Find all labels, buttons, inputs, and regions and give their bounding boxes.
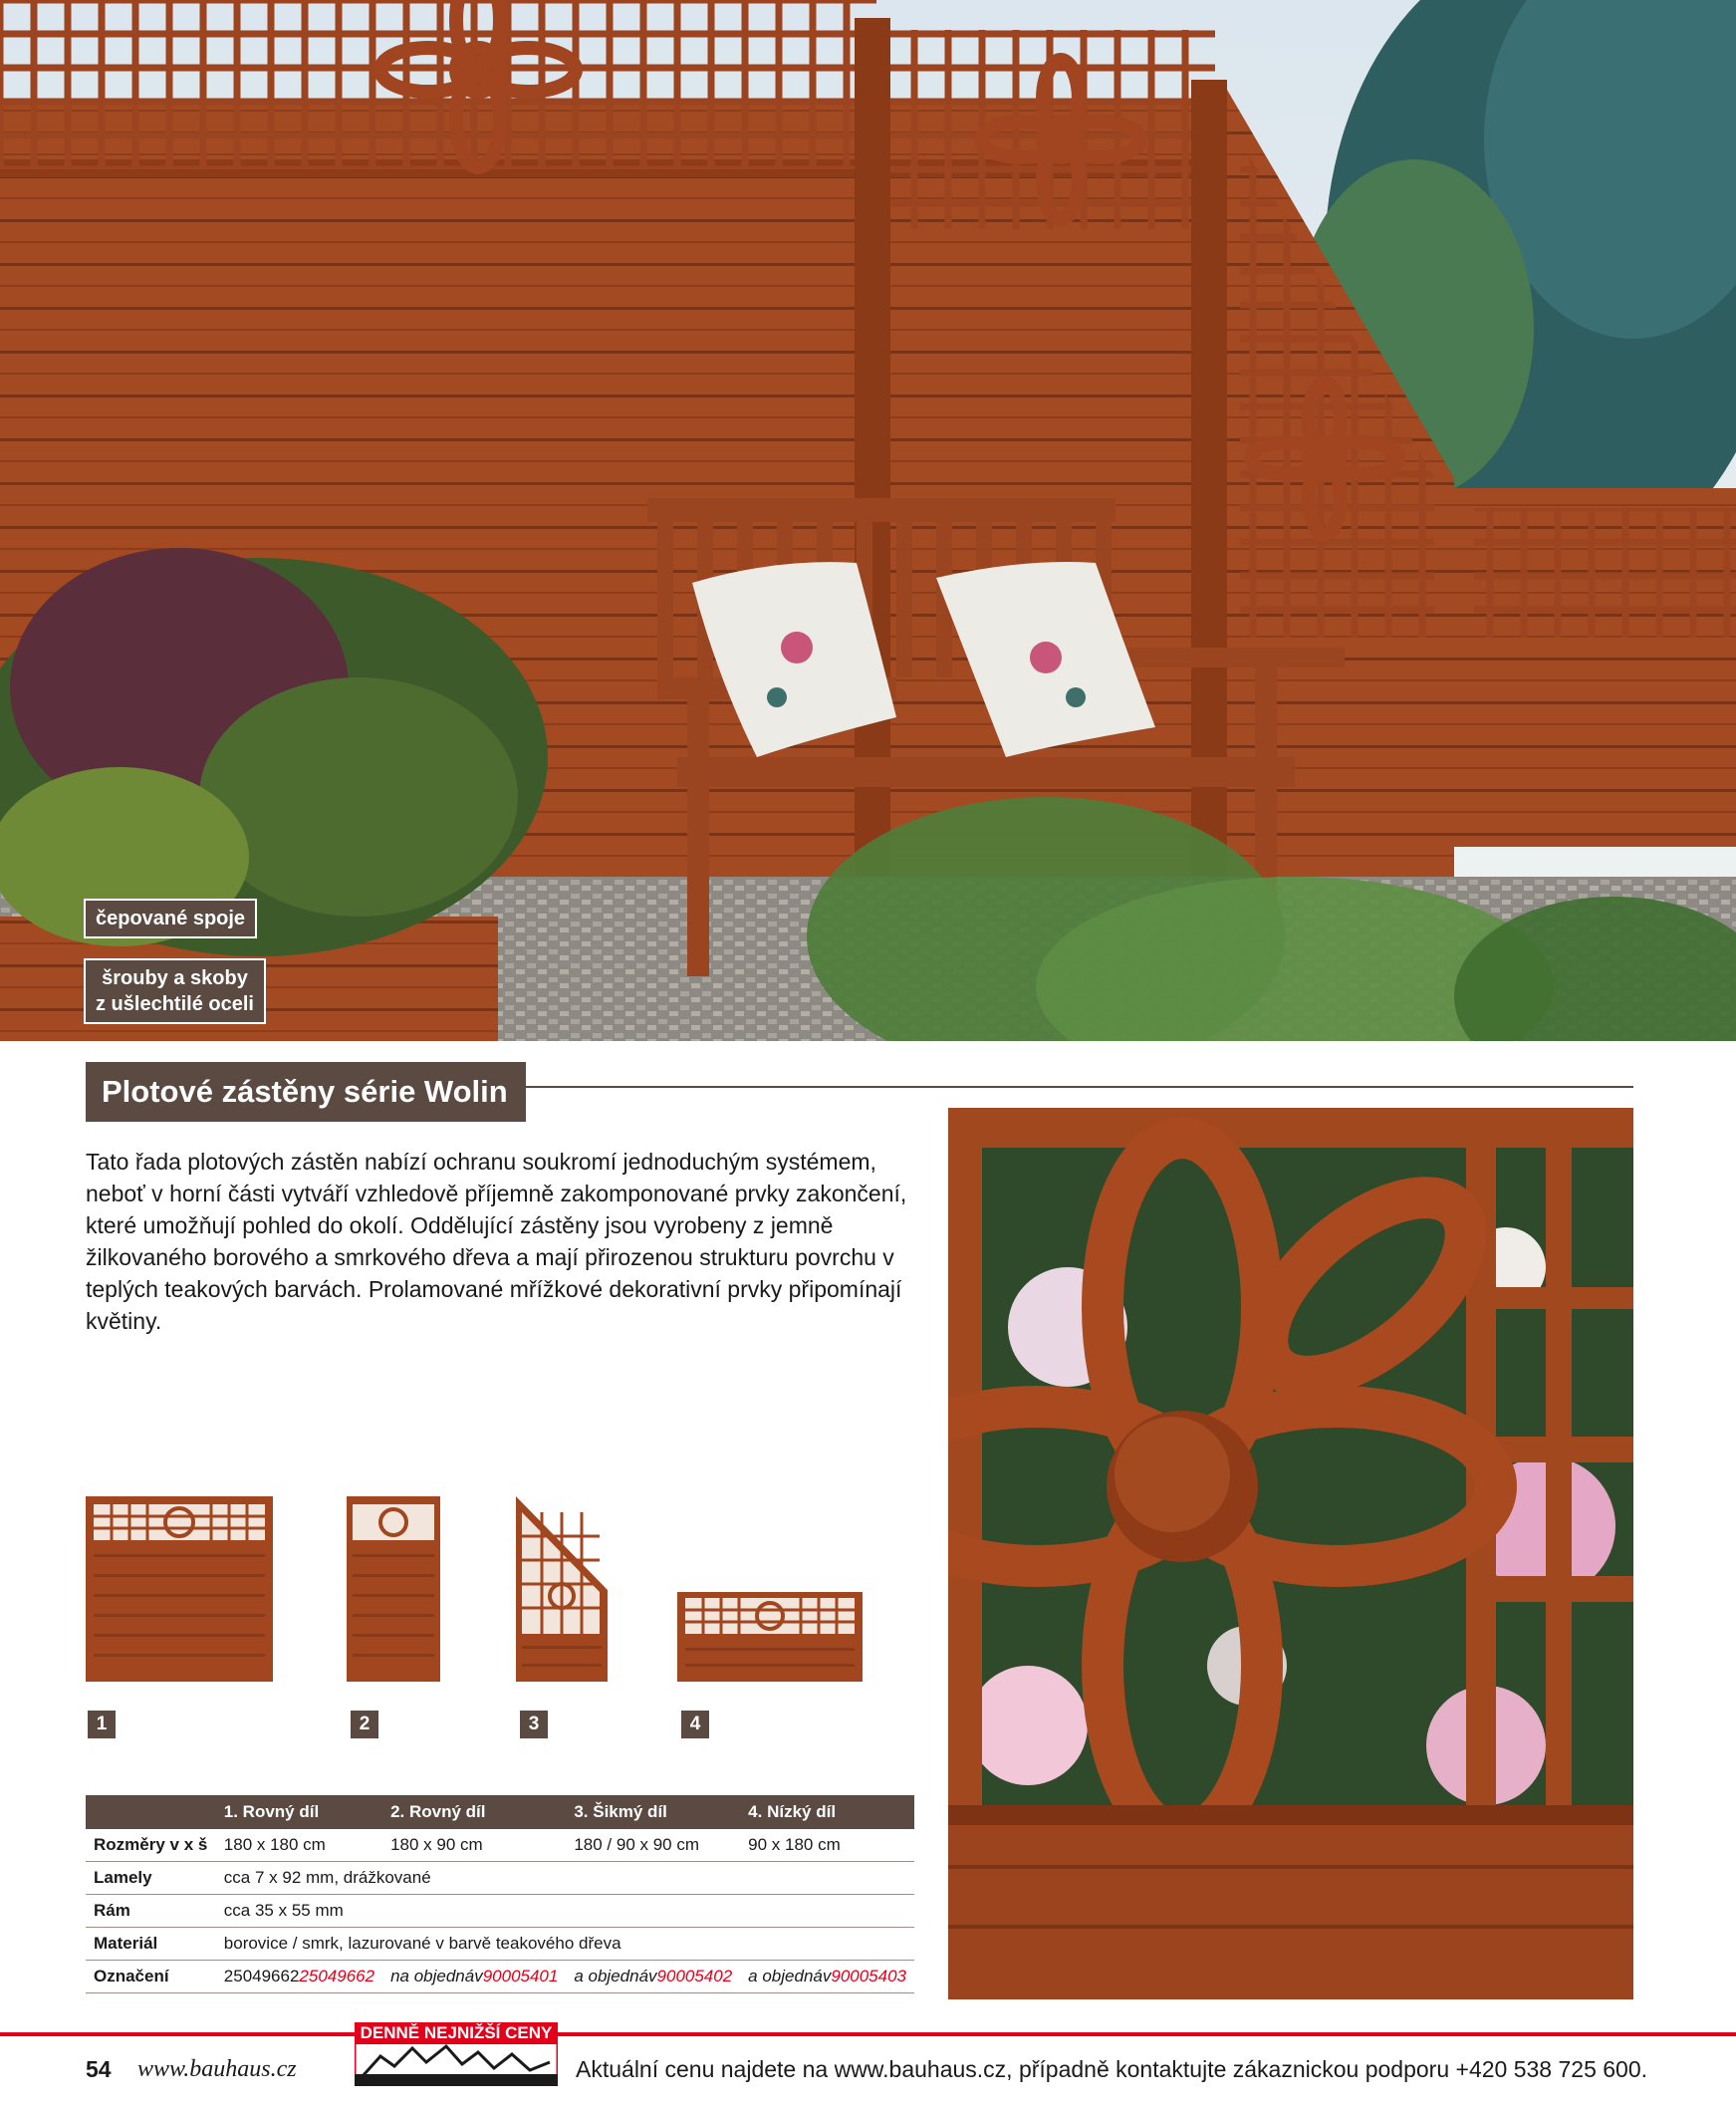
specs-header-empty [86,1795,216,1829]
cell-dimensions-1: 180 x 180 cm [216,1829,382,1862]
specs-table [86,1795,914,1993]
product-thumb-straight-180x180 [86,1496,273,1682]
cell-code-1 [216,1961,382,1993]
rosette-detail-illustration [948,1108,1633,1999]
cell-dimensions-2: 180 x 90 cm [382,1829,566,1862]
cell-code-3 [566,1961,740,1993]
footer-website-link[interactable]: www.bauhaus.cz [137,2056,297,2082]
footer-price-note: Aktuální cenu najdete na www.bauhaus.cz, případně kontaktujte zákaznickou podporu +420 538 725 600. [576,2056,1648,2082]
product-number-3: 3 [520,1711,548,1738]
specs-header-col4: 4. Nízký díl [740,1795,914,1829]
table-row [86,1928,914,1961]
specs-header-col2: 2. Rovný díl [382,1795,566,1829]
feature-tag-tenon-joints: čepované spoje [84,899,257,938]
row-label-dimensions: Rozměry v x š [86,1829,216,1862]
cell-material: borovice / smrk, lazurované v barvě teakového dřeva [216,1928,914,1961]
specs-header-col1: 1. Rovný díl [216,1795,382,1829]
specs-header-row [86,1795,914,1829]
hero-photo [0,0,1736,1041]
cell-frame: cca 35 x 55 mm [216,1895,914,1928]
row-label-codes: Označení [86,1961,216,1993]
product-thumb-low-90x180 [677,1592,863,1682]
code-4-red: 90005403 [831,1967,906,1985]
row-label-slats: Lamely [86,1862,216,1895]
product-thumb-slanted-180-90x90 [516,1496,608,1682]
lowest-price-badge-label: DENNĚ NEJNIŽŠÍ CENY [355,2022,558,2044]
cell-code-2 [382,1961,566,1993]
specs-header-col3: 3. Šikmý díl [566,1795,740,1829]
product-number-2: 2 [351,1711,378,1738]
code-4-note: a objednáv [748,1967,832,1985]
cell-slats: cca 7 x 92 mm, drážkované [216,1862,914,1895]
product-number-4: 4 [681,1711,709,1738]
row-label-frame: Rám [86,1895,216,1928]
section-title: Plotové zástěny série Wolin [86,1062,526,1122]
intro-paragraph: Tato řada plotových zástěn nabízí ochranu soukromí jednoduchým systémem, neboť v horní části vytváří vzhledově příjemně zakomponované prvky zakončení, které umožňují pohled do okolí. Oddělující zástěny jsou vyrobeny z jemně žilkovaného borového a smrkového dřeva a mají přirozenou strukturu povrchu v teplých teakových barvách. Prolamované mřížkové dekorativní prvky připomínají květiny. [86,1149,907,1334]
table-row [86,1862,914,1895]
row-label-material: Materiál [86,1928,216,1961]
table-row [86,1829,914,1862]
feature-tag-stainless-screws: šrouby a skoby z ušlechtilé oceli [84,958,266,1024]
code-3-red: 90005402 [656,1967,733,1985]
page-number: 54 [86,2056,112,2082]
code-2-note: na objednáv [390,1967,483,1985]
code-2-red: 90005401 [482,1967,559,1985]
cell-dimensions-4: 90 x 180 cm [740,1829,914,1862]
code-1-black: 25049662 [223,1967,300,1985]
footer-red-line [0,2032,1736,2036]
code-3-note: a objednáv [574,1967,657,1985]
table-row [86,1895,914,1928]
product-thumb-straight-180x90 [347,1496,440,1682]
hero-fence-illustration [0,0,1736,1041]
product-number-1: 1 [88,1711,116,1738]
table-row [86,1961,914,1993]
cell-code-4 [740,1961,914,1993]
cell-dimensions-3: 180 / 90 x 90 cm [566,1829,740,1862]
title-divider [520,1086,1633,1088]
detail-photo-rosette [948,1108,1633,1999]
code-1-red: 25049662 [299,1967,375,1985]
